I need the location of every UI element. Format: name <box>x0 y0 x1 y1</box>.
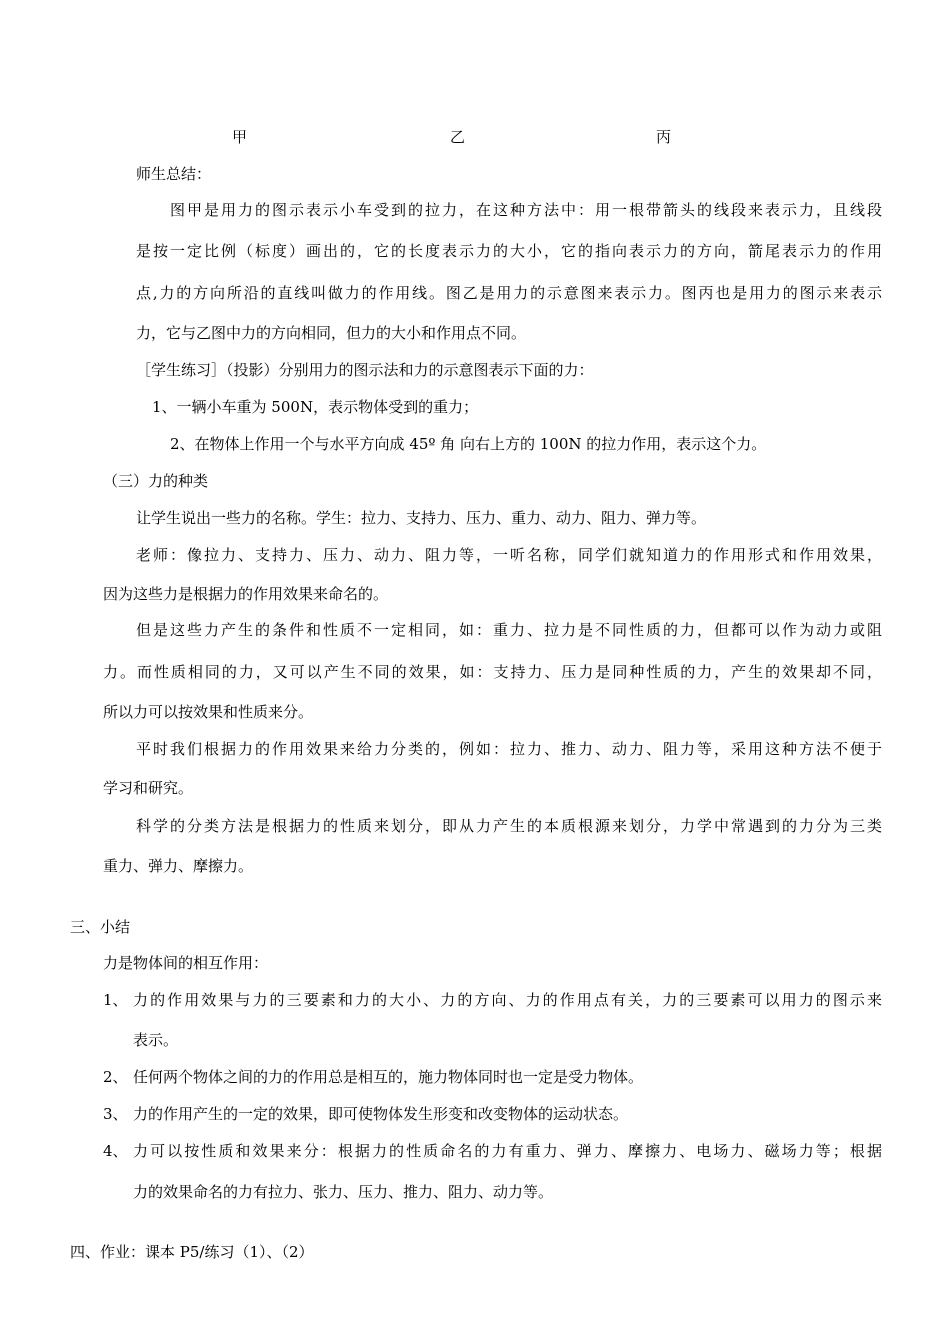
summary-item-4-line-1: 力可以按性质和效果来分：根据力的性质命名的力有重力、弹力、摩擦力、电场力、磁场力等；根据 <box>133 1142 882 1160</box>
figure-label-yi: 乙 <box>450 128 466 146</box>
summary-heading: 师生总结： <box>136 165 212 183</box>
types-p3-line-1: 但是这些力产生的条件和性质不一定相同，如：重力、拉力是不同性质的力，但都可以作为动力或阻 <box>136 621 882 639</box>
types-p2-line-1: 老师：像拉力、支持力、压力、动力、阻力等，一听名称，同学们就知道力的作用形式和作用效果， <box>136 546 882 564</box>
types-p5-line-1: 科学的分类方法是根据力的性质来划分，即从力产生的本质根源来划分，力学中常遇到的力分为三类 <box>136 817 882 835</box>
summary-item-1-line-1: 力的作用效果与力的三要素和力的大小、力的方向、力的作用点有关，力的三要素可以用力的图示来 <box>133 991 882 1009</box>
summary-line-4: 力，它与乙图中力的方向相同，但力的大小和作用点不同。 <box>136 324 527 342</box>
types-paragraph-1: 让学生说出一些力的名称。学生：拉力、支持力、压力、重力、动力、阻力、弹力等。 <box>136 509 707 527</box>
summary-item-1-number: 1、 <box>103 991 128 1009</box>
summary-item-4-line-2: 力的效果命名的力有拉力、张力、压力、推力、阻力、动力等。 <box>133 1183 554 1201</box>
types-p4-line-2: 学习和研究。 <box>103 779 194 797</box>
figure-label-bing: 丙 <box>656 128 672 146</box>
summary-line-1: 图甲是用力的图示表示小车受到的拉力，在这种方法中：用一根带箭头的线段来表示力，且线段 <box>170 201 882 219</box>
practice-item-2: 2、在物体上作用一个与水平方向成 45º 角 向右上方的 100N 的拉力作用，表示这个力。 <box>170 435 767 453</box>
types-p3-line-3: 所以力可以按效果和性质来分。 <box>103 703 314 721</box>
types-p3-line-2: 力。而性质相同的力，又可以产生不同的效果，如：支持力、压力是同种性质的力，产生的效果却不同， <box>103 663 882 681</box>
section-summary: 三、小结 <box>70 918 131 936</box>
summary-item-2-line-1: 任何两个物体之间的力的作用总是相互的，施力物体同时也一定是受力物体。 <box>133 1068 644 1086</box>
summary-item-2-number: 2、 <box>103 1068 128 1086</box>
figure-label-jia: 甲 <box>232 128 248 146</box>
summary-line-3: 点,力的方向所沿的直线叫做力的作用线。图乙是用力的示意图来表示力。图丙也是用力的图示来表示 <box>136 284 882 302</box>
summary-item-3-line-1: 力的作用产生的一定的效果，即可使物体发生形变和改变物体的运动状态。 <box>133 1105 629 1123</box>
types-p2-line-2: 因为这些力是根据力的作用效果来命名的。 <box>103 585 389 603</box>
types-p4-line-1: 平时我们根据力的作用效果来给力分类的，例如：拉力、推力、动力、阻力等，采用这种方法不便于 <box>136 740 882 758</box>
summary-item-3-number: 3、 <box>103 1105 128 1123</box>
homework-line: 四、作业：课本 P5/练习（1）、（2） <box>70 1243 314 1261</box>
summary-intro: 力是物体间的相互作用： <box>103 954 269 972</box>
section-force-types: （三）力的种类 <box>103 472 209 490</box>
summary-line-2: 是按一定比例（标度）画出的，它的长度表示力的大小，它的指向表示力的方向，箭尾表示力的作用 <box>136 242 882 260</box>
summary-item-4-number: 4、 <box>103 1142 128 1160</box>
practice-item-1: 1、一辆小车重为 500N，表示物体受到的重力； <box>152 398 479 416</box>
summary-item-1-line-2: 表示。 <box>133 1031 179 1049</box>
practice-intro: ［学生练习］（投影）分别用力的图示法和力的示意图表示下面的力： <box>136 361 594 379</box>
types-p5-line-2: 重力、弹力、摩擦力。 <box>103 857 254 875</box>
